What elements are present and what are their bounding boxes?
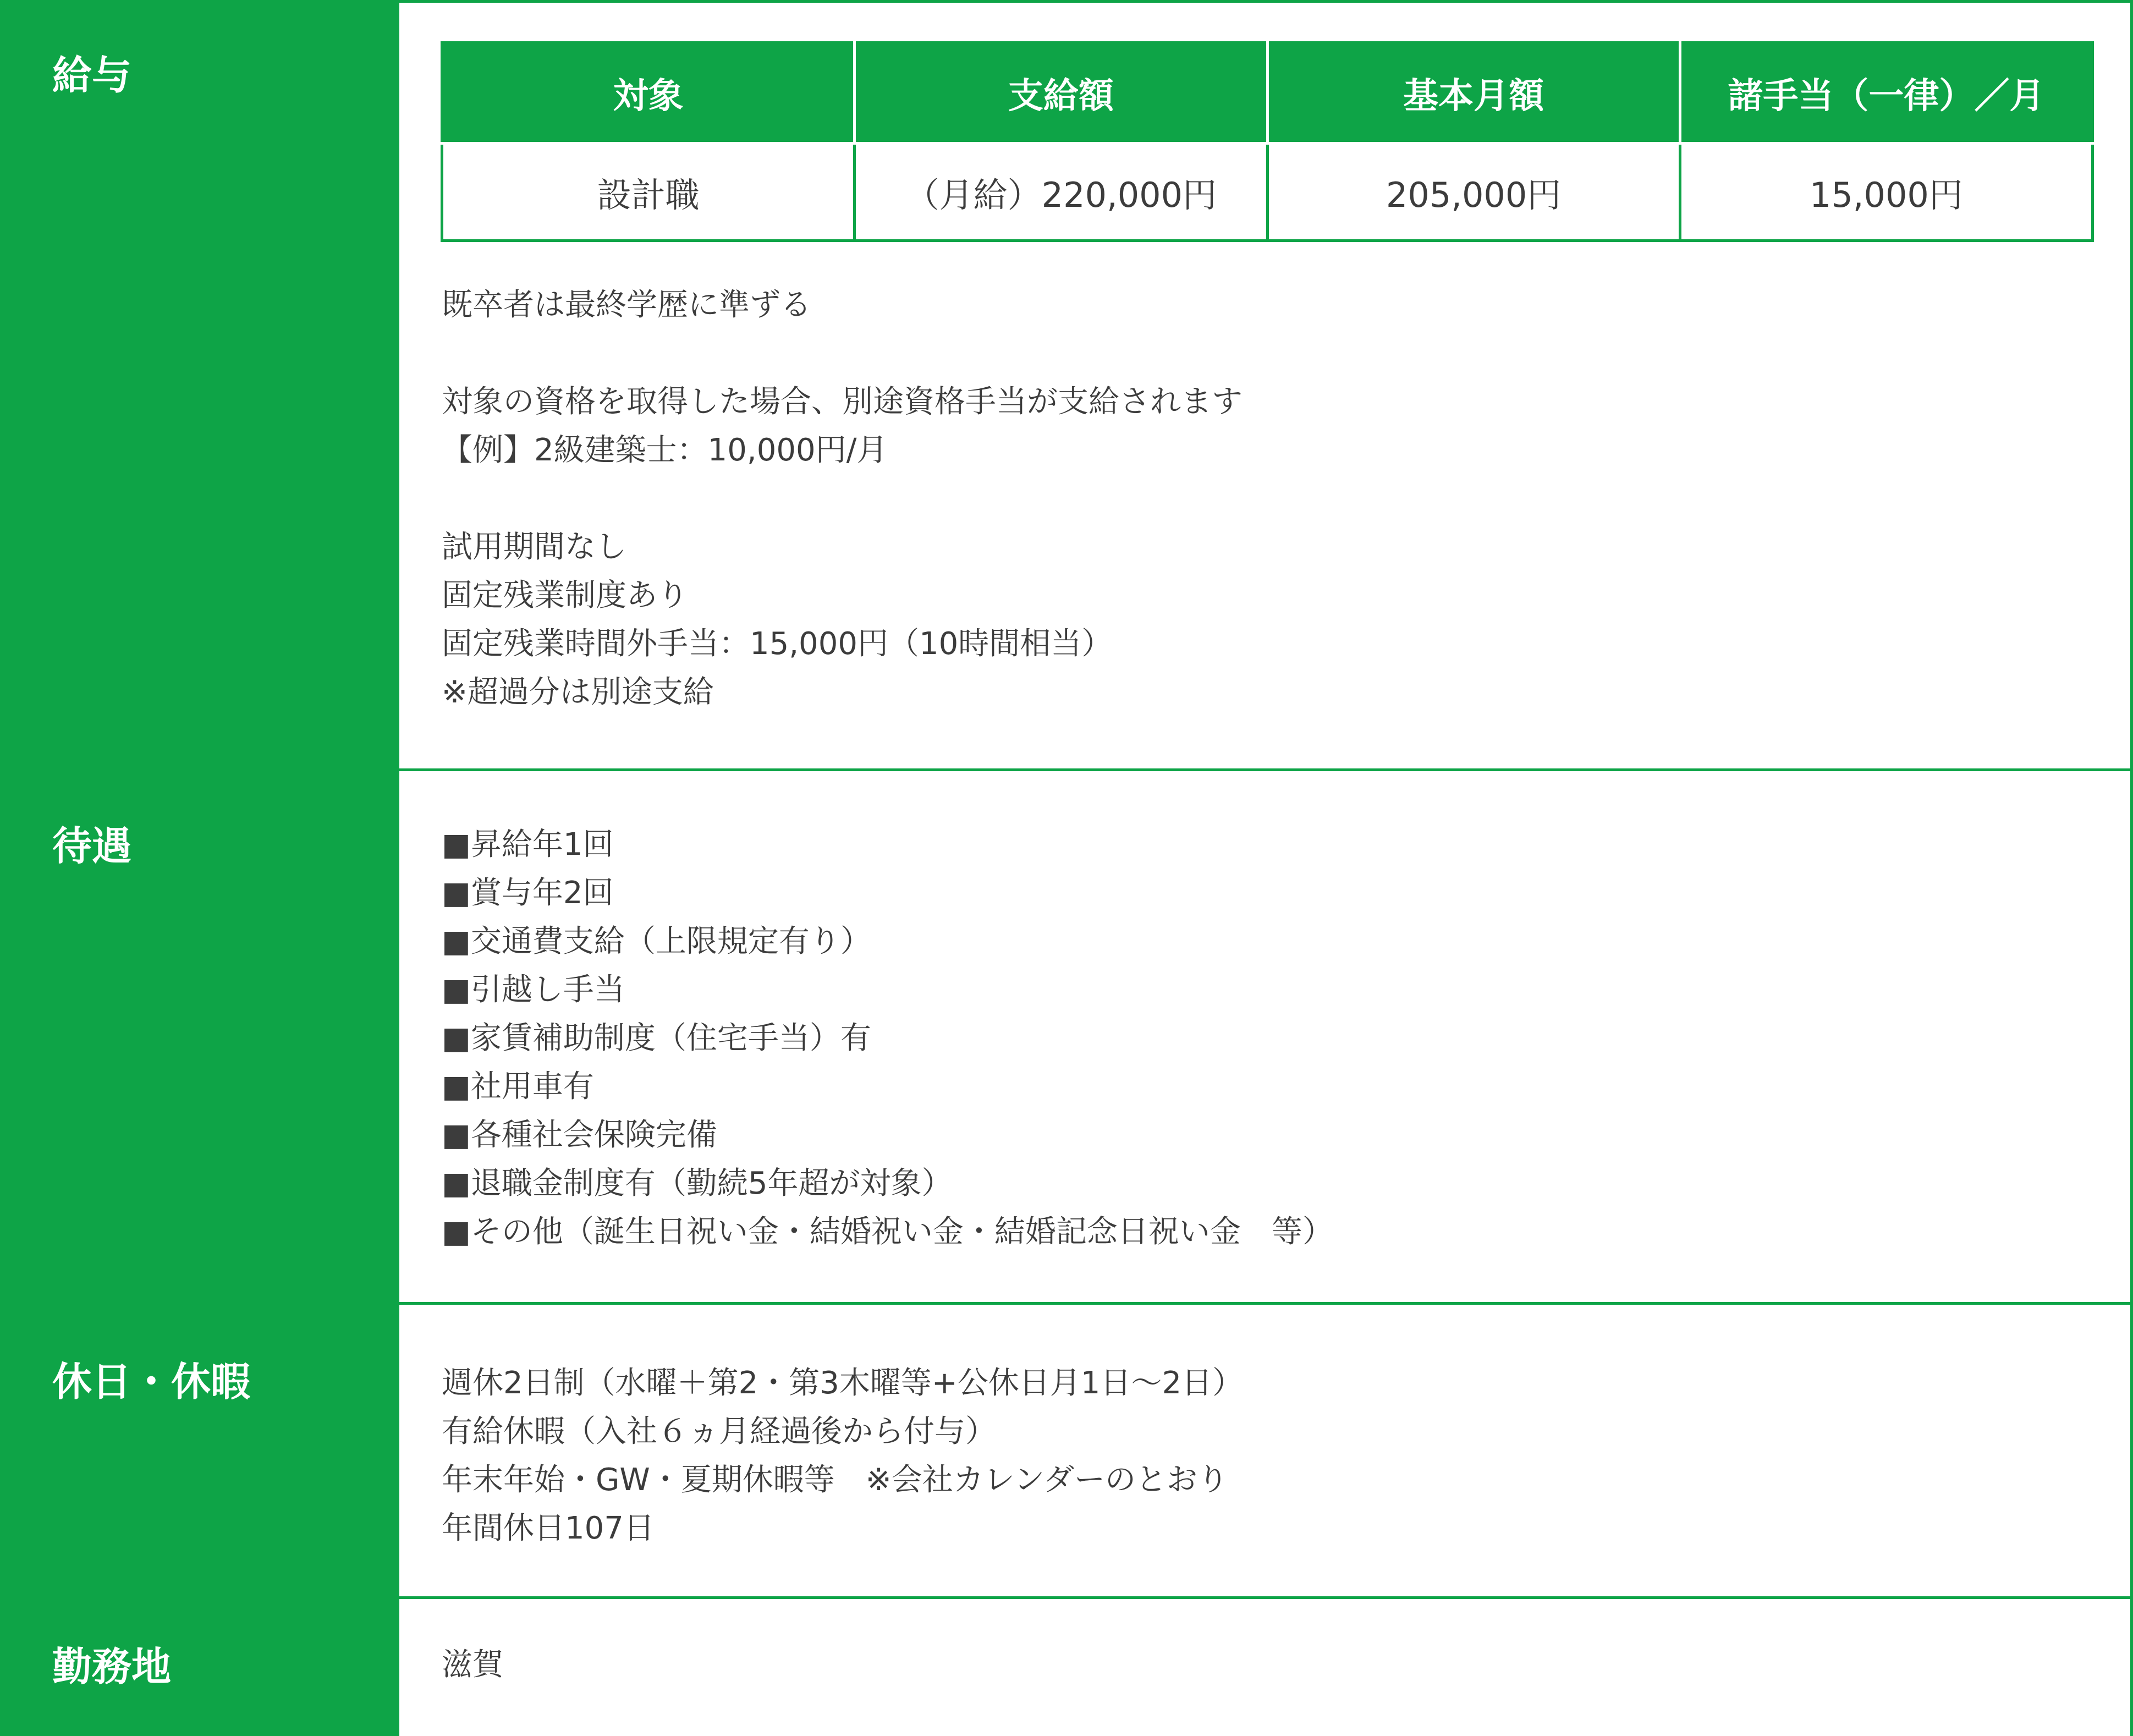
header-payment: 支給額 — [855, 43, 1267, 144]
salary-note-line: 試用期間なし — [442, 529, 626, 565]
salary-table-header-row — [442, 43, 2093, 144]
header-target: 対象 — [442, 43, 855, 144]
table-row — [442, 144, 2093, 241]
list-item: ■退職金制度有（勤続5年超が対象） — [442, 1166, 953, 1201]
holidays-label-cell — [3, 1305, 397, 1596]
list-item: 有給休暇（入社６ヵ月経過後から付与） — [442, 1414, 996, 1449]
benefits-label-cell — [3, 771, 397, 1302]
location-value: 滋賀 — [442, 1647, 503, 1683]
location-label: 勤務地 — [52, 1644, 172, 1690]
location-label-cell — [3, 1599, 397, 1736]
salary-row — [3, 3, 2130, 768]
cell-allowances: 15,000円 — [1680, 144, 2092, 241]
list-item: ■各種社会保険完備 — [442, 1117, 717, 1153]
list-item: ■引越し手当 — [442, 972, 625, 1008]
salary-note-line: 固定残業制度あり — [442, 578, 688, 613]
holidays-label: 休日・休暇 — [52, 1359, 251, 1405]
salary-note-blank — [442, 475, 1243, 523]
list-item: ■社用車有 — [442, 1069, 594, 1105]
benefits-label: 待遇 — [52, 823, 132, 869]
header-base-monthly: 基本月額 — [1267, 43, 1680, 144]
list-item: ■家賃補助制度（住宅手当）有 — [442, 1020, 871, 1056]
salary-note-line: 既卒者は最終学歴に準ずる — [442, 287, 811, 323]
list-item: ■昇給年1回 — [442, 827, 614, 862]
list-item: 年間休日107日 — [442, 1510, 655, 1546]
salary-notes — [442, 281, 1243, 717]
salary-label-cell — [3, 3, 397, 768]
location-value-wrap — [442, 1641, 503, 1689]
salary-table — [441, 41, 2094, 242]
list-item: ■交通費支給（上限規定有り） — [442, 924, 871, 959]
list-item: ■賞与年2回 — [442, 875, 614, 911]
holidays-list — [442, 1359, 1243, 1553]
benefits-content — [399, 771, 2130, 1302]
list-item: 年末年始・GW・夏期休暇等 ※会社カレンダーのとおり — [442, 1462, 1229, 1498]
location-content — [399, 1599, 2130, 1736]
cell-payment: （月給）220,000円 — [855, 144, 1267, 241]
cell-target: 設計職 — [442, 144, 855, 241]
salary-label: 給与 — [52, 52, 132, 98]
salary-note-line: ※超過分は別途支給 — [442, 674, 714, 710]
salary-note-line: 【例】2級建築士：10,000円/月 — [442, 432, 888, 468]
cell-base-monthly: 205,000円 — [1267, 144, 1680, 241]
location-row — [3, 1596, 2130, 1736]
benefits-list — [442, 821, 1333, 1256]
benefits-row — [3, 768, 2130, 1302]
holidays-row — [3, 1302, 2130, 1596]
header-allowances: 諸手当（一律）／月 — [1680, 43, 2092, 144]
list-item: 週休2日制（水曜＋第2・第3木曜等+公休日月1日～2日） — [442, 1365, 1244, 1401]
salary-content — [399, 3, 2130, 768]
salary-note-line: 固定残業時間外手当：15,000円（10時間相当） — [442, 626, 1113, 662]
salary-note-line: 対象の資格を取得した場合、別途資格手当が支給されます — [442, 384, 1243, 420]
salary-note-blank — [442, 329, 1243, 378]
list-item: ■その他（誕生日祝い金・結婚祝い金・結婚記念日祝い金 等） — [442, 1214, 1333, 1250]
holidays-content — [399, 1305, 2130, 1596]
